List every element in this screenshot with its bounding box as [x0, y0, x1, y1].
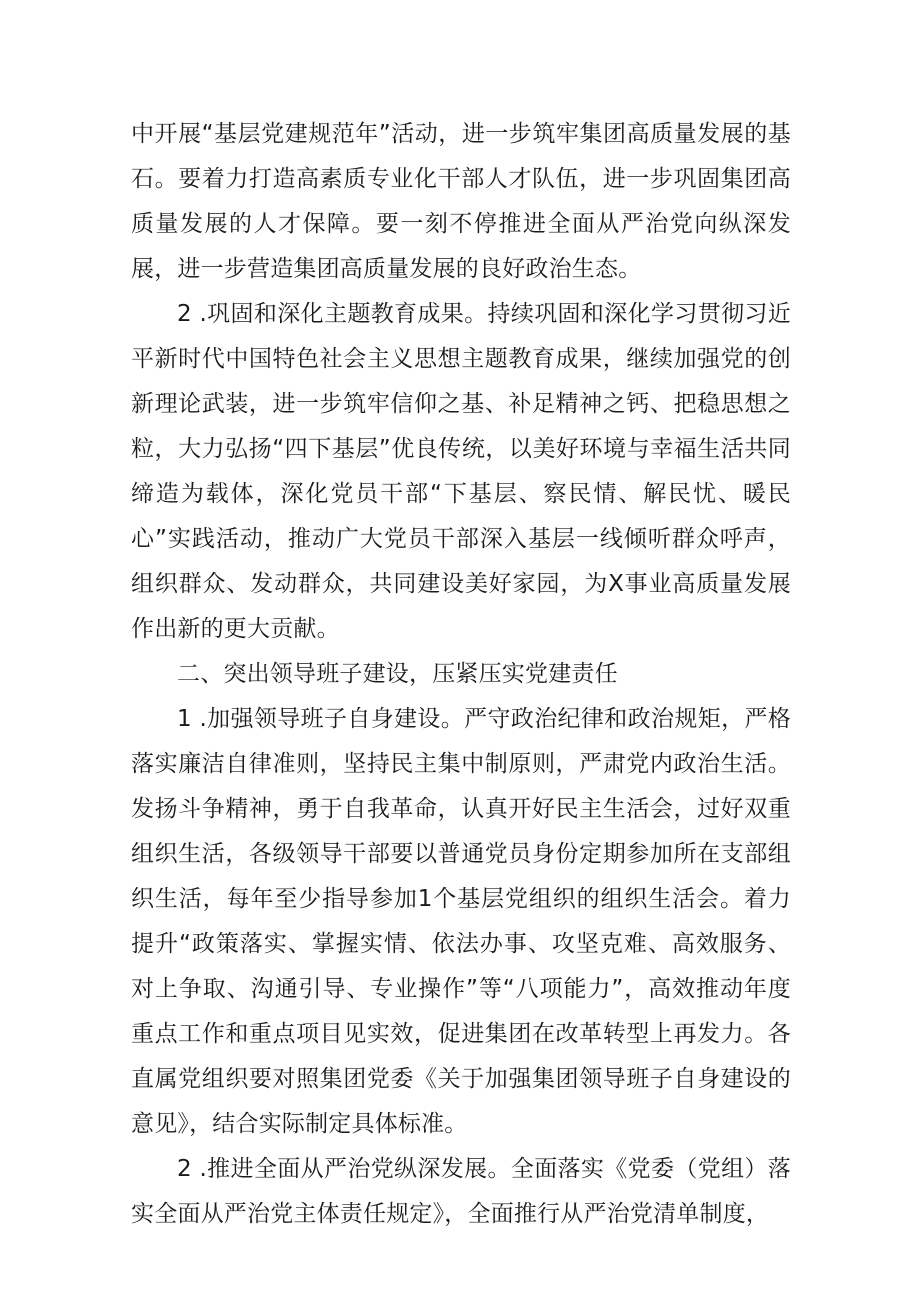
document-body — [131, 112, 791, 1237]
paragraph-1: 中开展“基层党建规范年”活动，进一步筑牢集团高质量发展的基石。要着力打造高素质专业化干部人才队伍，进一步巩固集团高质量发展的人才保障。要一刻不停推进全面从严治党向纵深发展，进一步营造集团高质量发展的良好政治生态。 — [131, 121, 791, 282]
paragraph-2: 2 .巩固和深化主题教育成果。持续巩固和深化学习贯彻习近平新时代中国特色社会主义思想主题教育成果，继续加强党的创新理论武装，进一步筑牢信仰之基、补足精神之钙、把稳思想之粒，大力弘扬“四下基层”优良传统，以美好环境与幸福生活共同缔造为载体，深化党员干部“下基层、察民情、解民忧、暖民心”实践活动，推动广大党员干部深入基层一线倾听群众呼声，组织群众、发动群众，共同建设美好家园，为X事业高质量发展作出新的更大贡献。 — [131, 301, 791, 642]
section-heading-2: 二、突出领导班子建设，压紧压实党建责任 — [177, 661, 618, 687]
paragraph-3: 1 .加强领导班子自身建设。严守政治纪律和政治规矩，严格落实廉洁自律准则，坚持民主集中制原则，严肃党内政治生活。发扬斗争精神，勇于自我革命，认真开好民主生活会，过好双重组织生活，各级领导干部要以普通党员身份定期参加所在支部组织生活，每年至少指导参加1个基层党组织的组织生活会。着力提升“政策落实、掌握实情、依法办事、攻坚克难、高效服务、对上争取、沟通引导、专业操作”等“八项能力”，高效推动年度重点工作和重点项目见实效，促进集团在改革转型上再发力。各直属党组织要对照集团党委《关于加强集团领导班子自身建设的意见》，结合实际制定具体标准。 — [131, 706, 791, 1137]
paragraph-4: 2 .推进全面从严治党纵深发展。全面落实《党委（党组）落实全面从严治党主体责任规定》，全面推行从严治党清单制度， — [131, 1156, 791, 1227]
